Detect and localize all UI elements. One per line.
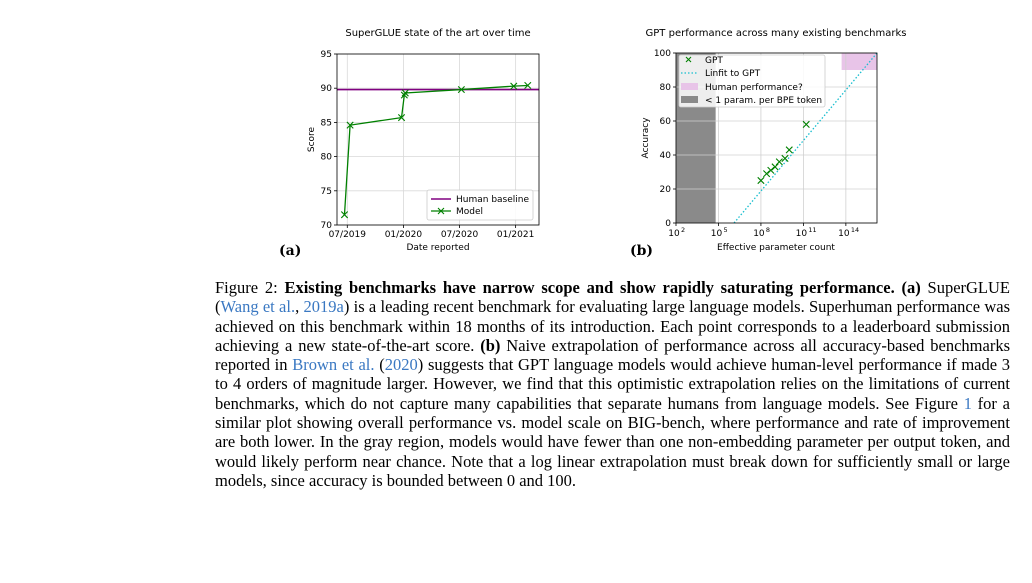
ytick-label-b-2: 40 <box>659 151 671 161</box>
ytick-label-b-3: 60 <box>659 117 671 127</box>
gpt-point-2 <box>768 167 774 173</box>
xtick-exp-b-0: 2 <box>681 226 686 234</box>
xtick-label-b-2: 10 <box>753 229 765 239</box>
ytick-label-a-3: 85 <box>320 118 332 129</box>
xtick-label-a-2: 07/2020 <box>440 230 479 240</box>
gpt-point-1 <box>763 171 769 177</box>
ytick-label-a-4: 90 <box>320 84 332 95</box>
citation-brown-year[interactable]: 2020 <box>384 355 418 375</box>
gpt-points <box>758 121 810 184</box>
chart-b-title: GPT performance across many existing benchmarks <box>645 28 907 39</box>
xtick-label-a-0: 07/2019 <box>328 230 366 240</box>
chart-a-title: SuperGLUE state of the art over time <box>345 28 531 39</box>
citation-brown[interactable]: Brown et al. <box>292 355 375 375</box>
caption-b-text-3: ) suggests that GPT language models would achieve human-level performance if made 3 to 4 orders of magnitude larger. However, we find that this optimistic extrapolation relies on the limitations of current benchmarks, which do not capture many capabilities that separate humans from language models. See Figure <box>215 355 1011 413</box>
caption-b-label: (b) <box>480 335 501 355</box>
xtick-label-b-1: 10 <box>710 229 723 239</box>
caption-b-text-1: Naive extrapolation of performance across all accuracy-based benchmarks reported in <box>215 335 1011 375</box>
ytick-label-b-1: 20 <box>659 185 671 195</box>
caption-a-text-2: ) is a leading recent benchmark for evaluating large language models. Superhuman performance was achieved on this benchmark within 18 months of its introduction. Each point corresponds to a leaderboard submission achieving a new state-of-the-art score. <box>215 297 1010 355</box>
legend-gpt: GPT <box>705 56 723 66</box>
figure-panels <box>0 0 1032 275</box>
panel-b <box>630 28 906 259</box>
legend-human-performance: Human performance? <box>705 83 803 93</box>
xtick-exp-b-2: 8 <box>765 226 771 234</box>
ytick-label-a-0: 70 <box>320 221 332 231</box>
ytick-label-a-1: 75 <box>320 186 332 197</box>
xtick-exp-b-1: 5 <box>723 226 728 234</box>
citation-wang[interactable]: Wang et al. <box>220 297 296 317</box>
gpt-point-4 <box>776 159 782 165</box>
caption-a-text-1: SuperGLUE ( <box>215 278 1011 317</box>
caption-b-text-4: for a similar plot showing overall performance vs. model scale on BIG-bench, where performance and rate of improvement are both lower. In the gray region, models would have fewer than one non-embedding parameter per output token, and would likely perform near chance. Note that a log linear extrapolation must break down for sufficiently small or large models, since accuracy is bounded between 0 and 100. <box>215 393 1010 490</box>
panel-b-label: (b) <box>630 243 654 259</box>
legend-human-baseline: Human baseline <box>456 195 530 205</box>
caption-b-text-2: ( <box>374 355 385 375</box>
gpt-point-7 <box>803 121 809 127</box>
gpt-point-5 <box>782 155 788 161</box>
chart-b-xlabel: Effective parameter count <box>717 243 835 253</box>
xtick-label-b-0: 10 <box>668 229 680 239</box>
ytick-label-b-5: 100 <box>653 49 671 59</box>
human-performance-region <box>842 53 877 70</box>
ytick-label-b-0: 0 <box>665 219 671 229</box>
panel-a-label: (a) <box>279 243 302 259</box>
panel-a <box>279 28 539 259</box>
legend-linfit: Linfit to GPT <box>705 69 761 79</box>
citation-wang-year[interactable]: 2019a <box>303 297 344 317</box>
chart-b-ylabel: Accuracy <box>641 117 651 159</box>
xtick-label-b-3: 10 <box>795 229 808 239</box>
chart-a-ylabel: Score <box>307 126 317 153</box>
gpt-point-3 <box>772 164 778 170</box>
figure-ref-1[interactable]: 1 <box>963 393 972 413</box>
chart-a-xlabel: Date reported <box>406 243 470 253</box>
caption-title: Existing benchmarks have narrow scope and show rapidly saturating performance. <box>284 278 895 297</box>
ytick-label-b-4: 80 <box>659 83 671 93</box>
caption-prefix: Figure 2: <box>215 278 285 297</box>
xtick-exp-b-3: 11 <box>808 226 817 234</box>
ytick-label-a-2: 80 <box>320 152 332 163</box>
xtick-label-a-3: 01/2021 <box>496 230 535 240</box>
chart-a-legend <box>427 190 533 220</box>
legend-gray-region: < 1 param. per BPE token <box>705 96 823 106</box>
xtick-label-b-4: 10 <box>838 229 850 239</box>
legend-model: Model <box>456 207 484 217</box>
gpt-point-6 <box>786 147 792 153</box>
figure-caption <box>215 278 1010 490</box>
caption-a-sep: , <box>295 297 304 317</box>
caption-a-label: (a) <box>901 278 921 297</box>
ytick-label-a-5: 95 <box>320 50 332 60</box>
xtick-exp-b-4: 14 <box>850 226 860 234</box>
xtick-label-a-1: 01/2020 <box>384 230 423 240</box>
chart-b-legend <box>679 55 825 107</box>
